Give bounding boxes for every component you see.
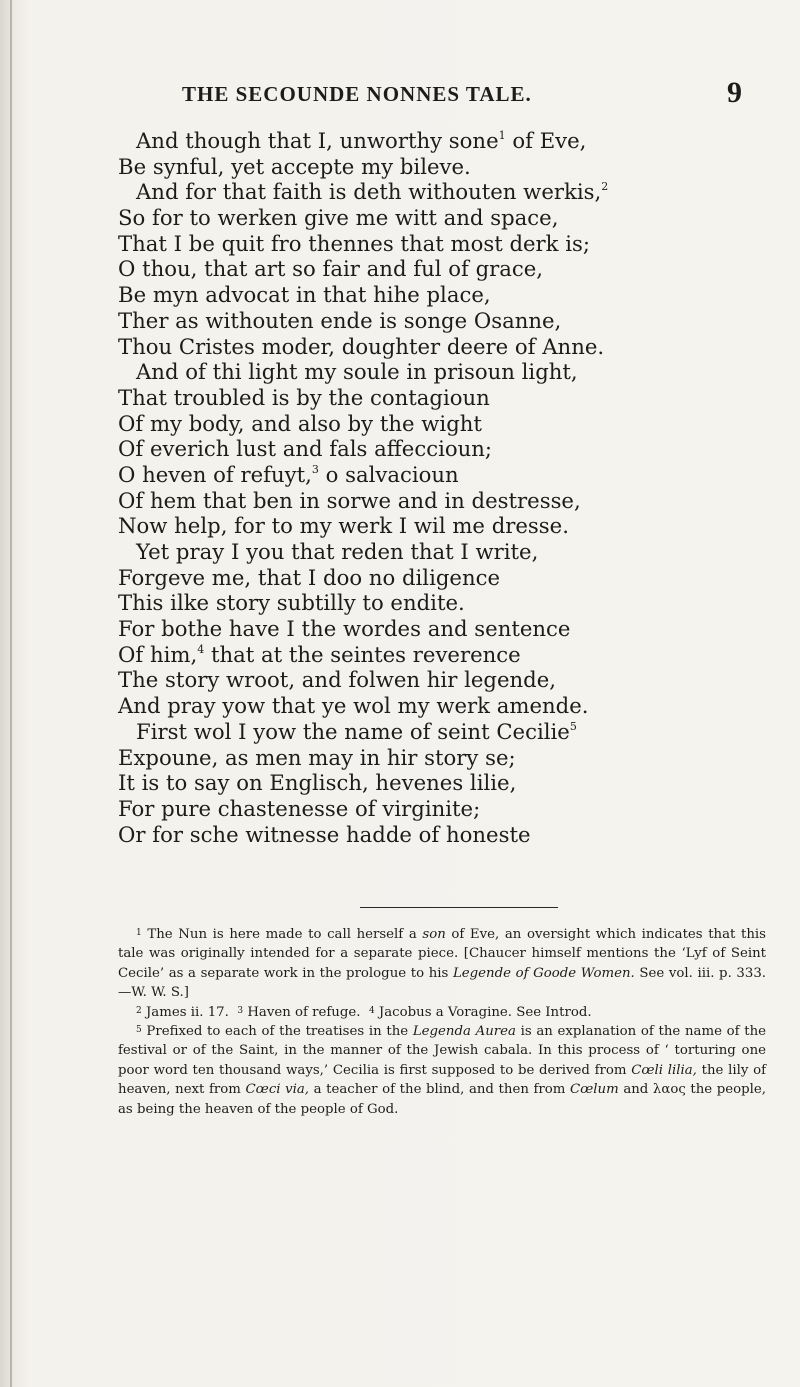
footnote-1: $^1$ The Nun is here made to call herself a son of Eve, an oversight which indicates that this tale was originally intended for a separate piece. [Chaucer himself mentions the ‘Lyf of Seint Cecile’ as a separate work in the prologue to his Legende of Goode Women. See vol. iii. p. 333.—W. W. S.] (118, 927, 767, 1001)
footnote-5: $^5$ Prefixed to each of the treatises in the Legenda Aurea is an explanation of the name of the festival or of the Saint, in the manner of the Jewish cabala. In this process of ‘ torturing one poor word ten thousand ways,’ Cecilia is first supposed to be derived from Cœli lilia, the lily of heaven, next from Cœci via, a teacher of the blind, and then from Cœlum and λαος the people, as being the heaven of the people of God. (118, 1024, 767, 1117)
footnotes-2-4: $^2$ James ii. 17. $^3$ Haven of refuge. $^4$ Jacobus a Voragine. See Introd. (136, 1004, 592, 1020)
poem-line: Of my body, and also by the wight (118, 410, 482, 436)
footnote-3: Haven of refuge. (247, 1004, 361, 1020)
poem-line: And though that I, unworthy sone$^1$ of Eve, (136, 128, 587, 153)
poem-line: Expoune, as men may in hir story se; (118, 744, 516, 770)
poem-line: First wol I yow the name of seint Cecilie$^5$ (136, 718, 577, 744)
poem-line: Of him,$^4$ that at the seintes reverence (118, 641, 521, 667)
footnote-4: Jacobus a Voragine. See Introd. (378, 1004, 592, 1020)
poem-line: So for to werken give me witt and space, (118, 205, 559, 231)
poem-line: That I be quit fro thennes that most derk is; (118, 230, 591, 256)
footnote-rule (360, 907, 558, 908)
poem-line: Of everich lust and fals affeccioun; (118, 436, 493, 462)
poem-line: Of hem that ben in sorwe and in destresse, (118, 487, 581, 513)
poem-line: Be myn advocat in that hihe place, (118, 282, 491, 308)
poem-line: Thou Cristes moder, doughter deere of Anne. (118, 333, 605, 359)
poem-line: O heven of refuyt,$^3$ o salvacioun (118, 461, 459, 487)
poem-line: Yet pray I you that reden that I write, (136, 539, 539, 564)
poem-line: For bothe have I the wordes and sentence (118, 616, 571, 642)
footnote-marker: 4 (197, 642, 205, 656)
poem-line: For pure chastenesse of virginite; (118, 795, 481, 821)
poem-text (118, 128, 758, 847)
poem-line: And for that faith is deth withouten werkis,$^2$ (136, 179, 609, 205)
footnote-marker: 2 (601, 180, 609, 194)
footnote-2: James ii. 17. (145, 1004, 229, 1020)
poem-line: This ilke story subtilly to endite. (118, 590, 465, 616)
poem-line: And pray yow that ye wol my werk amende. (118, 693, 589, 719)
footnotes (118, 925, 766, 1119)
running-title: THE SECOUNDE NONNES TALE. (182, 82, 532, 106)
poem-line: Forgeve me, that I doo no diligence (118, 564, 501, 590)
footnote-marker: 5 (569, 719, 577, 733)
footnote-marker: 3 (311, 462, 319, 476)
poem-line: The story wroot, and folwen hir legende, (118, 667, 556, 693)
running-header (182, 76, 742, 122)
page-number: 9 (727, 76, 742, 109)
binding-gutter (10, 0, 12, 1387)
poem-line: Now help, for to my werk I wil me dresse. (118, 513, 569, 539)
poem-line: Be synful, yet accepte my bileve. (118, 153, 471, 179)
poem-line: O thou, that art so fair and ful of grace, (118, 256, 544, 282)
poem-line: It is to say on Englisch, hevenes lilie, (118, 770, 517, 796)
poem-line: And of thi light my soule in prisoun light, (136, 359, 578, 385)
poem-line: Ther as withouten ende is songe Osanne, (118, 307, 562, 333)
footnote-marker: 1 (498, 129, 506, 142)
poem-line: That troubled is by the contagioun (118, 384, 490, 410)
poem-line: Or for sche witnesse hadde of honeste (118, 821, 531, 847)
